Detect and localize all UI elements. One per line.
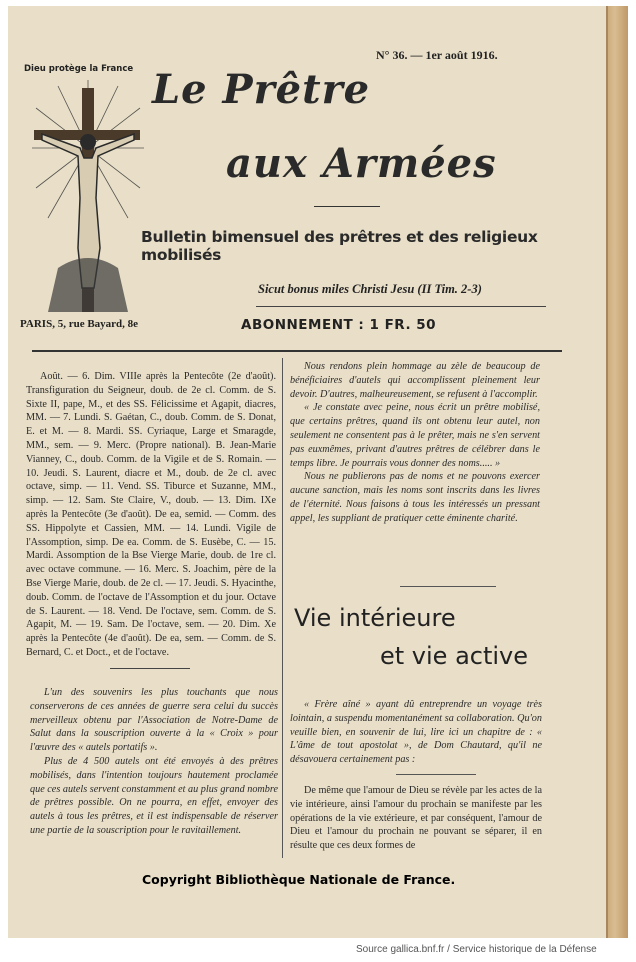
paragraph: « Je constate avec peine, nous écrit un prêtre mobilisé, que certains prêtres, quand ils ont obtenu leur autel, non seulement ne consentent pas à le prêter, mais ne s'en servent pas euxmêmes, privant d'autres prêtres de célébrer dans le temps libre. Je pourrais vous donner des noms..... » (290, 402, 540, 469)
crucifix-illustration (28, 78, 146, 312)
paragraph: Nous ne publierons pas de noms et ne pouvons exercer aucune sanction, mais les noms sont inscrits dans les livres de l'éternité. Nous faisons à tous les intéressés un pressant appel, les suppliant de pratiquer cette éminente charité. (290, 471, 540, 524)
motto-divider (256, 306, 546, 307)
masthead-title-line2: aux Armées (226, 140, 497, 187)
article-title-line1: Vie intérieure (294, 604, 456, 632)
article-intro (290, 698, 542, 767)
altar-article (30, 686, 278, 838)
source-credit: Source gallica.bnf.fr / Service historique de la Défense (356, 944, 597, 955)
paragraph: « Frère aîné » ayant dû entreprendre un voyage très lointain, a suspendu momentanément sa collaboration. Qu'on veuille bien, en souvenir de lui, lire ici un chapitre de : « L'âme de tout apostolat », de Dom Chautard, qu'il ne désavouera certainement pas : (290, 699, 542, 766)
section-divider-right (400, 586, 496, 587)
calendar-text: Août. — 6. Dim. VIIIe après la Pentecôte (2e d'août). Transfiguration du Seigneur, doub. de 2e cl. Comm. de S. Sixte II, pape, M., et des SS. Félicissime et Agapit, diacres, MM. — 7. Lundi. S. Gaétan, C., doub. Comm. de S. Donat, E. et M. — 8. Mardi. SS. Cyriaque, Large et Smaragde, MM., sem. — 9. Merc. (Propre national). B. Jean-Marie Vianney, C., doub. Comm. de la Vigile et de S. Romain. — 10. Jeudi. S. Laurent, diacre et M., doub. de 2e cl. avec octave, simp. — 11. Vend. SS. Tiburce et Suzanne, MM., simp. — 12. Sam. Ste Claire, V., doub. — 13. Dim. IXe après la Pentecôte (3e d'août). De ea, semid. — Comm. des SS. Hippolyte et Cassien, MM. — 14. Lundi. Vigile de l'Assomption, simp. De ea. Comm. de S. Eusèbe, C. — 15. Mardi. Assomption de la Bse Vierge Marie, doub. de 1re cl. avec octave commune. — 16. Merc. S. Joachim, père de la Bse Vierge Marie, doub. de 2e cl. — 17. Jeudi. S. Hyacinthe, doub. Comm. de l'octave de l'Assomption et du jour. Octave de S. Laurent. — 18. Vend. De l'octave, sem. Comm. de S. Agapit, M. — 19. Sam. De l'octave, sem. — 20. Dim. Xe après la Pentecôte (4e d'août). De ea, sem. — Comm. de S. Bernard, C. et Doct., et de l'octave. (26, 371, 276, 658)
motto: Sicut bonus miles Christi Jesu (II Tim. 2-3) (258, 282, 482, 296)
masthead-subtitle: Bulletin bimensuel des prêtres et des religieux mobilisés (141, 228, 538, 264)
paragraph: Plus de 4 500 autels ont été envoyés à des prêtres mobilisés, dans l'intention toujours hautement proclamée que ces autels servent constamment et au plus grand nombre de prêtres possible. On ne pourra, en effet, envoyer des autels à tous les prêtres, et il est indispensable de réserver une partie de la souscription pour le ravitaillement. (30, 755, 278, 836)
spine-edge (606, 6, 608, 938)
article-body (290, 784, 542, 853)
paragraph: L'un des souvenirs les plus touchants que nous conserverons de ces années de guerre sera celui du succès merveilleux obtenu par l'Association de Notre-Dame de Salut dans la souscription ouverte à la « Croix » pour l'œuvre des « autels portatifs ». (30, 687, 278, 754)
altar-appeal (290, 360, 540, 526)
section-divider-left (110, 668, 190, 669)
title-divider (314, 206, 380, 207)
newspaper-page (8, 6, 606, 938)
issue-number: N° 36. — 1er août 1916. (376, 48, 498, 62)
masthead-title-line1: Le Prêtre (152, 66, 371, 113)
paragraph: De même que l'amour de Dieu se révèle par les actes de la vie intérieure, ainsi l'amour du prochain se manifeste par les opérations de la vie extérieure, et par conséquent, l'amour de Dieu et l'amour du prochain ne pouvant se séparer, il en résulte que ces deux formes de (290, 785, 542, 852)
paragraph: Nous rendons plein hommage au zèle de beaucoup de bénéficiaires d'autels qui accomplissent pleinement leur devoir. D'autres, malheureusement, se refusent à l'accomplir. (290, 361, 540, 400)
article-title-line2: et vie active (380, 642, 529, 670)
stamp-caption: Dieu protège la France (24, 64, 134, 74)
liturgical-calendar (26, 370, 276, 660)
intro-divider (396, 774, 476, 775)
copyright-notice: Copyright Bibliothèque Nationale de France. (142, 872, 456, 887)
book-spine (606, 6, 628, 938)
address: PARIS, 5, rue Bayard, 8e (20, 318, 139, 330)
subscription-price: ABONNEMENT : 1 FR. 50 (241, 317, 437, 333)
header-divider (32, 350, 562, 352)
column-divider (282, 358, 283, 858)
